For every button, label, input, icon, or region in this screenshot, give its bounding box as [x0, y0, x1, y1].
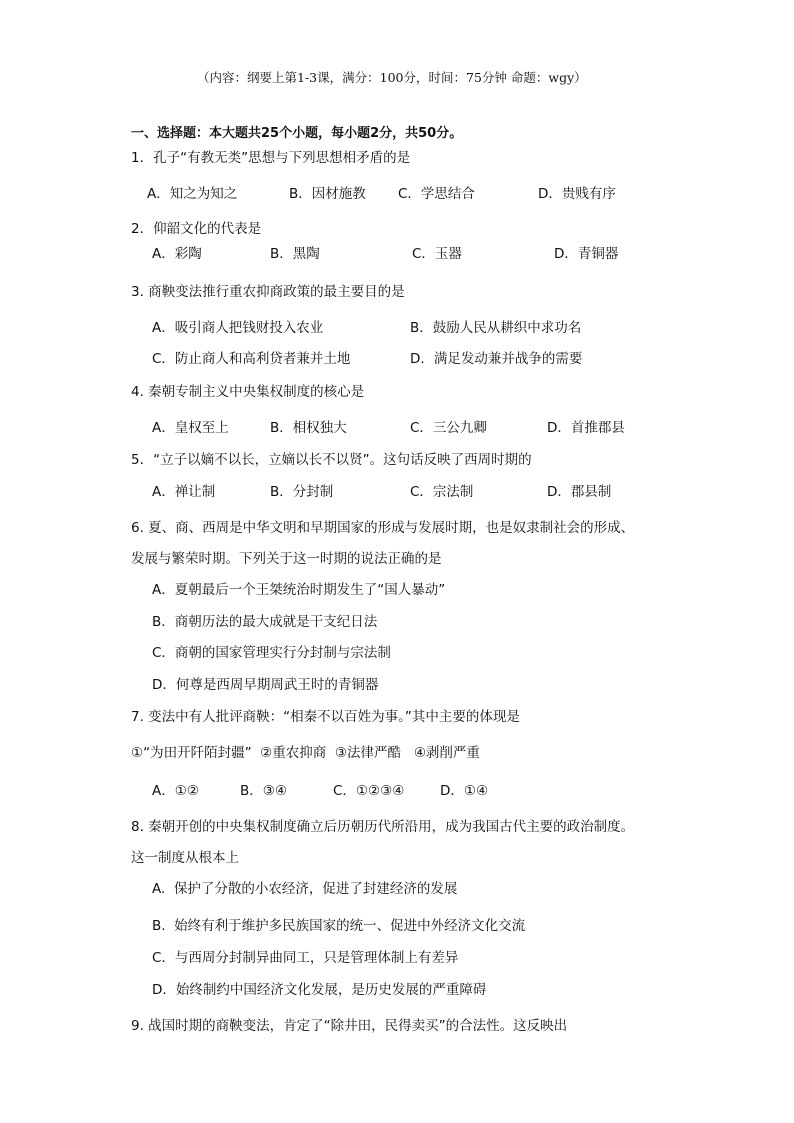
question-7-stem: 7. 变法中有人批评商鞅：“相秦不以百姓为事。”其中主要的体现是 — [131, 709, 520, 725]
question-8-option-d: D．始终制约中国经济文化发展，是历史发展的严重障碍 — [152, 982, 487, 998]
question-8-stem-continued: 这一制度从根本上 — [131, 850, 239, 866]
question-1-option-b: B．因材施教 — [289, 186, 366, 202]
question-1-stem: 1．孔子“有教无类”思想与下列思想相矛盾的是 — [131, 150, 411, 166]
question-3-option-c: C．防止商人和高利贷者兼并土地 — [152, 351, 351, 367]
section-title: 一、选择题：本大题共25个小题，每小题2分，共50分。 — [131, 126, 463, 141]
question-8-option-b: B. 始终有利于维护多民族国家的统一、促进中外经济文化交流 — [152, 918, 526, 934]
question-4-option-c: C．三公九卿 — [410, 420, 487, 436]
question-2-option-d: D．青铜器 — [554, 246, 619, 262]
question-3-stem: 3. 商鞅变法推行重农抑商政策的最主要目的是 — [131, 284, 405, 300]
question-7-option-d: D．①④ — [440, 783, 489, 799]
question-5-option-d: D．郡县制 — [547, 484, 612, 500]
question-1-option-a: A．知之为知之 — [147, 186, 238, 202]
question-5-stem: 5．“立子以嫡不以长，立嫡以长不以贤”。这句话反映了西周时期的 — [131, 452, 532, 468]
exam-header: （内容：纲要上第1-3课，满分：100分，时间：75分钟 命题：wgy） — [197, 70, 587, 85]
question-4-stem: 4. 秦朝专制主义中央集权制度的核心是 — [131, 384, 365, 400]
question-6-option-c: C．商朝的国家管理实行分封制与宗法制 — [152, 645, 391, 661]
question-7-option-c: C．①②③④ — [333, 783, 405, 799]
question-2-option-a: A．彩陶 — [152, 246, 202, 262]
question-1-option-c: C．学思结合 — [398, 186, 475, 202]
question-5-option-a: A．禅让制 — [152, 484, 216, 500]
question-7-option-a: A．①② — [152, 783, 199, 799]
question-2-stem: 2．仰韶文化的代表是 — [131, 221, 262, 237]
question-7-items: ①“为田开阡陌封疆” ②重农抑商 ③法律严酷 ④剥削严重 — [131, 745, 480, 761]
question-3-option-d: D．满足发动兼并战争的需要 — [410, 351, 583, 367]
question-5-option-b: B．分封制 — [270, 484, 334, 500]
question-4-option-d: D．首推郡县 — [547, 420, 625, 436]
question-6-option-b: B．商朝历法的最大成就是干支纪日法 — [152, 614, 378, 630]
question-9-stem: 9. 战国时期的商鞅变法，肯定了“除井田，民得卖买”的合法性。这反映出 — [131, 1018, 568, 1034]
question-2-option-b: B．黑陶 — [270, 246, 320, 262]
question-4-option-a: A．皇权至上 — [152, 420, 229, 436]
question-8-stem: 8. 秦朝开创的中央集权制度确立后历朝历代所沿用，成为我国古代主要的政治制度。 — [131, 819, 635, 835]
question-3-option-b: B．鼓励人民从耕织中求功名 — [410, 320, 582, 336]
question-8-option-a: A. 保护了分散的小农经济，促进了封建经济的发展 — [152, 881, 458, 897]
question-2-option-c: C．玉器 — [412, 246, 462, 262]
question-7-option-b: B．③④ — [240, 783, 287, 799]
question-1-option-d: D．贵贱有序 — [538, 186, 616, 202]
question-3-option-a: A．吸引商人把钱财投入农业 — [152, 320, 324, 336]
question-8-option-c: C．与西周分封制异曲同工，只是管理体制上有差异 — [152, 950, 459, 966]
question-4-option-b: B．相权独大 — [270, 420, 347, 436]
question-5-option-c: C．宗法制 — [410, 484, 474, 500]
question-6-option-d: D．何尊是西周早期周武王时的青铜器 — [152, 677, 379, 693]
question-6-stem: 6. 夏、商、西周是中华文明和早期国家的形成与发展时期，也是奴隶制社会的形成、 — [131, 520, 635, 536]
question-6-option-a: A．夏朝最后一个王桀统治时期发生了“国人暴动” — [152, 582, 446, 598]
question-6-stem-continued: 发展与繁荣时期。下列关于这一时期的说法正确的是 — [131, 551, 442, 567]
